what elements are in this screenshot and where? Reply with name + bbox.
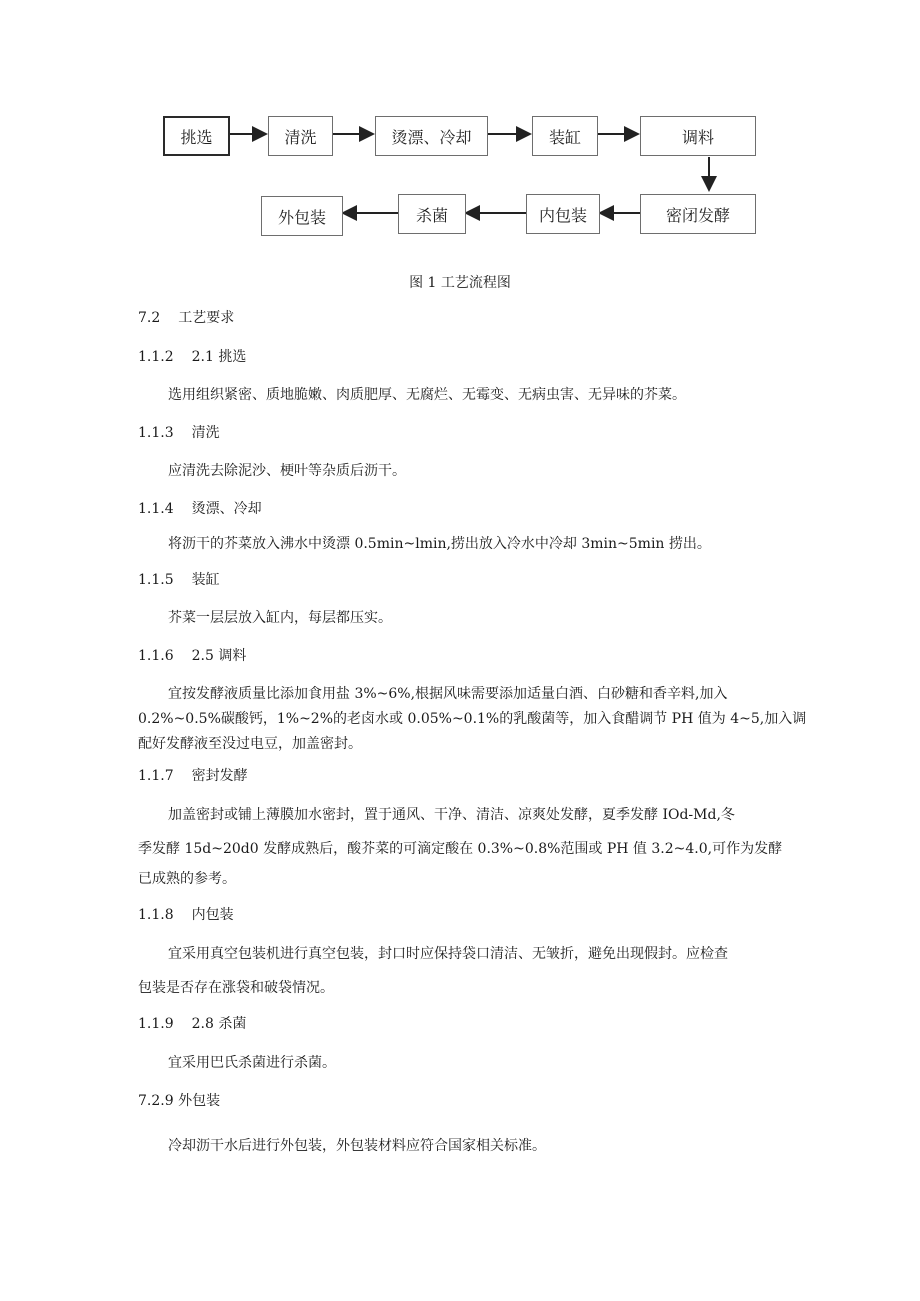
flow-box-sterilize: 杀菌 — [398, 194, 466, 234]
flow-box-fill-vat: 装缸 — [532, 116, 598, 156]
flow-box-ferment: 密闭发酵 — [640, 194, 756, 234]
section-number: 1.1.5 — [138, 572, 174, 588]
section-number: 1.1.9 — [138, 1016, 174, 1032]
section-number: 1.1.2 — [138, 349, 174, 365]
paragraph-select: 选用组织紧密、质地脆嫩、肉质肥厚、无腐烂、无霉变、无病虫害、无异味的芥菜。 — [168, 387, 686, 403]
section-number: 7.2 — [138, 310, 161, 326]
section-number: 1.1.8 — [138, 907, 174, 923]
section-heading-seasoning — [138, 645, 246, 665]
section-number: 1.1.7 — [138, 768, 174, 784]
section-title: 清洗 — [191, 425, 220, 441]
paragraph-ferment-line-2: 季发酵 15d~20d0 发酵成熟后，酸芥菜的可滴定酸在 0.3%~0.8%范围或 PH 值 3.2~4.0,可作为发酵 — [138, 841, 783, 857]
paragraph-vat: 芥菜一层层放入缸内，每层都压实。 — [168, 610, 392, 626]
section-heading-sterilize — [138, 1013, 246, 1033]
section-heading-outer-pack: 7.2.9 外包装 — [138, 1093, 221, 1109]
paragraph-seasoning-line-1: 宜按发酵液质量比添加食用盐 3%~6%,根据风味需要添加适量白酒、白砂糖和香辛料,加入 — [168, 686, 728, 702]
paragraph-inner-pack-line-1: 宜采用真空包装机进行真空包装，封口时应保持袋口清洁、无皱折，避免出现假封。应检查 — [168, 946, 728, 962]
section-heading-7-2 — [138, 307, 234, 327]
section-heading-wash — [138, 422, 220, 442]
paragraph-inner-pack-line-2: 包装是否存在涨袋和破袋情况。 — [138, 980, 334, 996]
paragraph-outer-pack: 冷却沥干水后进行外包装，外包装材料应符合国家相关标准。 — [168, 1138, 546, 1154]
paragraph-ferment-line-3: 已成熟的参考。 — [138, 871, 236, 887]
paragraph-ferment-line-1: 加盖密封或铺上薄膜加水密封，置于通风、干净、清洁、凉爽处发酵，夏季发酵 IOd-Md,冬 — [168, 807, 735, 823]
section-number: 1.1.4 — [138, 501, 174, 517]
flow-box-select: 挑选 — [163, 116, 230, 156]
section-heading-blanch — [138, 498, 262, 518]
paragraph-seasoning-line-2: 0.2%~0.5%碳酸钙，1%~2%的老卤水或 0.05%~0.1%的乳酸菌等，加入食醋调节 PH 值为 4~5,加入调 — [138, 711, 807, 727]
flow-box-seasoning: 调料 — [640, 116, 756, 156]
paragraph-sterilize: 宜采用巴氏杀菌进行杀菌。 — [168, 1055, 336, 1071]
section-title: 工艺要求 — [178, 310, 235, 326]
paragraph-wash: 应清洗去除泥沙、梗叶等杂质后沥干。 — [168, 463, 406, 479]
section-title: 装缸 — [191, 572, 220, 588]
section-heading-vat — [138, 569, 220, 589]
section-title: 2.1 挑选 — [191, 349, 247, 365]
section-heading-inner-pack — [138, 904, 234, 924]
flow-box-wash: 清洗 — [268, 116, 333, 156]
section-number: 1.1.3 — [138, 425, 174, 441]
process-flowchart — [0, 0, 920, 260]
section-heading-ferment — [138, 765, 248, 785]
flow-box-inner-pack: 内包装 — [526, 194, 600, 234]
section-title: 密封发酵 — [191, 768, 248, 784]
section-heading-select — [138, 346, 246, 366]
figure-caption: 图 1 工艺流程图 — [409, 275, 511, 291]
section-title: 内包装 — [191, 907, 234, 923]
section-title: 2.5 调料 — [191, 648, 247, 664]
section-number: 1.1.6 — [138, 648, 174, 664]
flow-box-blanch-cool: 烫漂、冷却 — [375, 116, 488, 156]
paragraph-blanch: 将沥干的芥菜放入沸水中烫漂 0.5min~lmin,捞出放入冷水中冷却 3min~5min 捞出。 — [168, 536, 711, 552]
flow-box-outer-pack: 外包装 — [261, 196, 343, 236]
section-title: 2.8 杀菌 — [191, 1016, 247, 1032]
paragraph-seasoning-line-3: 配好发酵液至没过电豆，加盖密封。 — [138, 736, 362, 752]
section-title: 烫漂、冷却 — [191, 501, 262, 517]
